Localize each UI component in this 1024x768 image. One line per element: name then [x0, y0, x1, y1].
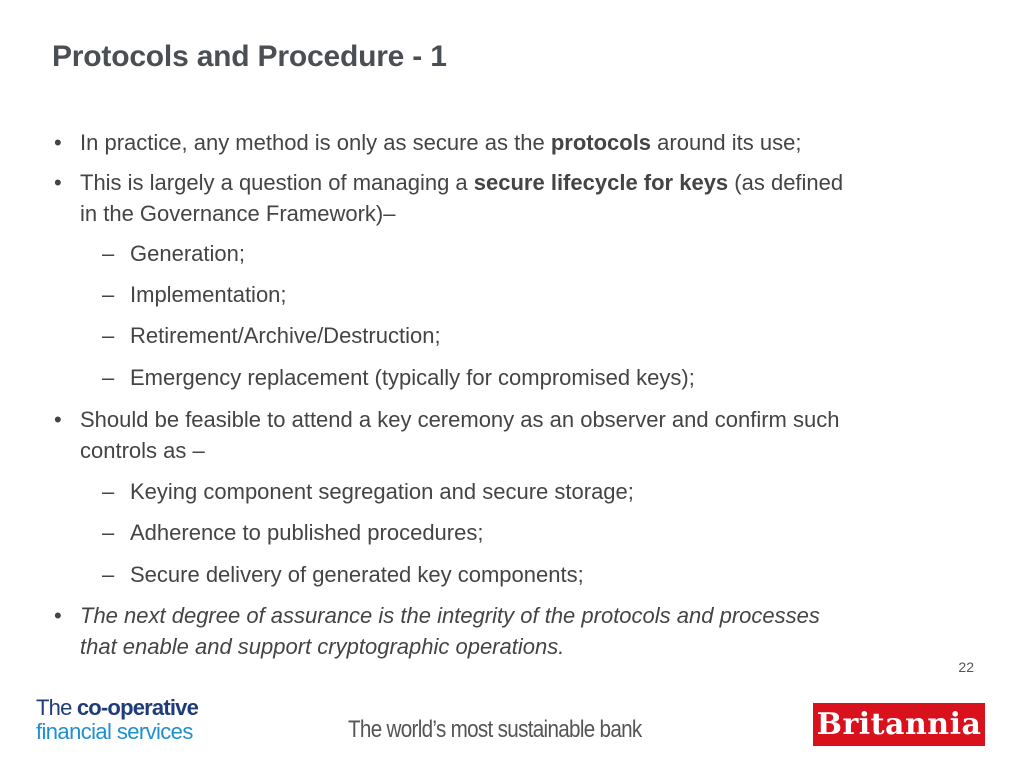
bullet-marker: •	[54, 603, 62, 628]
bullet-item	[54, 600, 980, 662]
bullet-text: (as defined	[728, 170, 844, 195]
bullet-item	[54, 127, 980, 158]
britannia-logo: Britannia	[813, 703, 985, 746]
coop-logo-line1	[36, 696, 198, 720]
sub-bullet-item	[102, 279, 980, 310]
coop-financial-services-logo	[36, 696, 198, 744]
bullet-item	[54, 167, 980, 229]
coop-logo-coop: co-operative	[76, 695, 199, 720]
coop-logo-line2: financial services	[36, 719, 193, 744]
coop-logo-the: The	[36, 695, 77, 720]
bullet-text-italic: The next degree of assurance is the integrity of the protocols and processes	[80, 603, 820, 628]
bullet-text: In practice, any method is only as secure as the	[80, 130, 551, 155]
sub-bullet-item	[102, 320, 980, 351]
dash-marker: –	[102, 520, 115, 545]
sub-bullet-text: Adherence to published procedures;	[130, 520, 484, 545]
dash-marker: –	[102, 282, 115, 307]
dash-marker: –	[102, 323, 115, 348]
dash-marker: –	[102, 562, 115, 587]
footer-tagline: The world’s most sustainable bank	[348, 716, 642, 743]
dash-marker: –	[102, 479, 115, 504]
bullet-text: Should be feasible to attend a key ceremony as an observer and confirm such	[80, 407, 840, 432]
bullet-text: This is largely a question of managing a	[80, 170, 474, 195]
page-number: 22	[958, 659, 974, 675]
sub-bullet-item	[102, 517, 980, 548]
sub-bullet-item	[102, 476, 980, 507]
bullet-marker: •	[54, 130, 62, 155]
bullet-marker: •	[54, 170, 62, 195]
bullet-text-line2: in the Governance Framework)–	[80, 201, 396, 226]
sub-bullet-text: Secure delivery of generated key components;	[130, 562, 584, 587]
bullet-text-line2: controls as –	[80, 438, 205, 463]
sub-bullet-item	[102, 362, 980, 393]
sub-bullet-text: Retirement/Archive/Destruction;	[130, 323, 441, 348]
sub-bullet-text: Emergency replacement (typically for compromised keys);	[130, 365, 695, 390]
bullet-marker: •	[54, 407, 62, 432]
slide-title: Protocols and Procedure - 1	[52, 40, 447, 73]
bullet-text-bold: protocols	[550, 130, 652, 155]
bullet-item	[54, 404, 980, 466]
sub-bullet-item	[102, 238, 980, 269]
bullet-text-bold: secure lifecycle for keys	[473, 170, 729, 195]
sub-bullet-text: Keying component segregation and secure storage;	[130, 479, 634, 504]
sub-bullet-item	[102, 559, 980, 590]
sub-bullet-text: Generation;	[130, 241, 245, 266]
bullet-text-italic-line2: that enable and support cryptographic operations.	[80, 634, 565, 659]
dash-marker: –	[102, 365, 115, 390]
sub-bullet-text: Implementation;	[130, 282, 287, 307]
dash-marker: –	[102, 241, 115, 266]
bullet-text: around its use;	[651, 130, 802, 155]
